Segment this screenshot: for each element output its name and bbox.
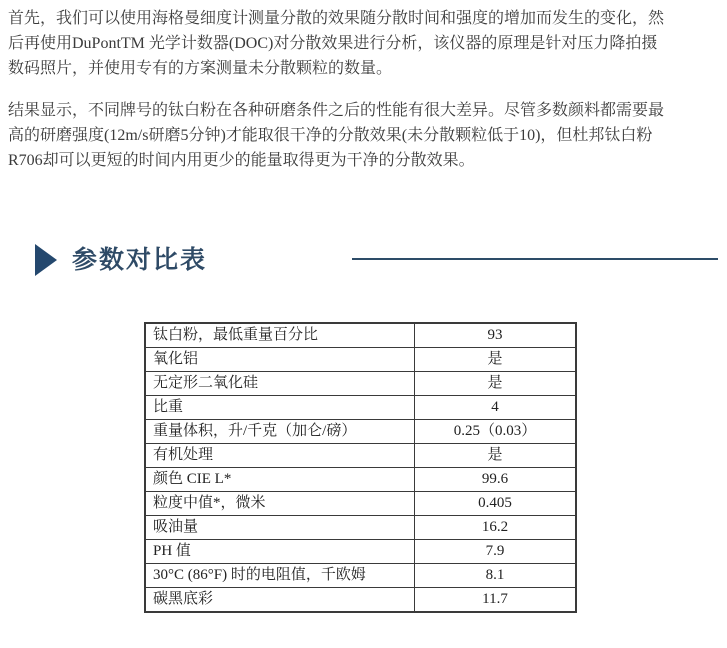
table-row bbox=[145, 420, 576, 444]
param-value: 99.6 bbox=[415, 468, 577, 492]
param-value: 0.25（0.03） bbox=[415, 420, 577, 444]
paragraph-2-line: 高的研磨强度(12m/s研磨5分钟)才能取很干净的分散效果(未分散颗粒低于10)，但杜邦钛白粉 bbox=[8, 127, 653, 144]
table-row bbox=[145, 444, 576, 468]
table-row bbox=[145, 323, 576, 348]
param-label: 重量体积，升/千克（加仑/磅） bbox=[145, 420, 415, 444]
table-row bbox=[145, 468, 576, 492]
paragraph-1-line: 首先，我们可以使用海格曼细度计测量分散的效果随分散时间和强度的增加而发生的变化，然 bbox=[8, 10, 665, 27]
param-value: 11.7 bbox=[415, 588, 577, 613]
paragraph-2-line: R706却可以更短的时间内用更少的能量取得更为干净的分散效果。 bbox=[8, 152, 475, 169]
section-header bbox=[35, 244, 727, 276]
paragraph-1 bbox=[8, 6, 664, 81]
param-label: 比重 bbox=[145, 396, 415, 420]
param-label: 钛白粉，最低重量百分比 bbox=[145, 323, 415, 348]
paragraph-1-line: 数码照片，并使用专有的方案测量未分散颗粒的数量。 bbox=[8, 60, 393, 77]
table-row bbox=[145, 492, 576, 516]
param-value: 是 bbox=[415, 348, 577, 372]
param-value: 0.405 bbox=[415, 492, 577, 516]
table-row bbox=[145, 540, 576, 564]
paragraph-2-line: 结果显示，不同牌号的钛白粉在各种研磨条件之后的性能有很大差异。尽管多数颜料都需要最 bbox=[8, 102, 665, 119]
right-triangle-icon bbox=[35, 244, 57, 276]
param-value: 16.2 bbox=[415, 516, 577, 540]
param-label: 吸油量 bbox=[145, 516, 415, 540]
param-label: 氧化铝 bbox=[145, 348, 415, 372]
parameter-table bbox=[144, 322, 577, 613]
param-label: 碳黑底彩 bbox=[145, 588, 415, 613]
table-row bbox=[145, 516, 576, 540]
param-label: PH 值 bbox=[145, 540, 415, 564]
param-value: 4 bbox=[415, 396, 577, 420]
table-row bbox=[145, 372, 576, 396]
param-value: 7.9 bbox=[415, 540, 577, 564]
param-value: 是 bbox=[415, 444, 577, 468]
paragraph-1-line: 后再使用DuPontTM 光学计数器(DOC)对分散效果进行分析，该仪器的原理是针对压力降拍摄 bbox=[8, 35, 658, 52]
table-row bbox=[145, 564, 576, 588]
param-value: 8.1 bbox=[415, 564, 577, 588]
param-value: 是 bbox=[415, 372, 577, 396]
section-title: 参数对比表 bbox=[72, 246, 208, 274]
table-row bbox=[145, 396, 576, 420]
section-underline bbox=[352, 258, 718, 260]
param-label: 30°C (86°F) 时的电阻值，千欧姆 bbox=[145, 564, 415, 588]
param-label: 粒度中值*，微米 bbox=[145, 492, 415, 516]
param-label: 颜色 CIE L* bbox=[145, 468, 415, 492]
param-label: 无定形二氧化硅 bbox=[145, 372, 415, 396]
parameter-table-body bbox=[145, 323, 576, 612]
table-row bbox=[145, 588, 576, 613]
table-row bbox=[145, 348, 576, 372]
param-value: 93 bbox=[415, 323, 577, 348]
paragraph-2 bbox=[8, 98, 664, 173]
param-label: 有机处理 bbox=[145, 444, 415, 468]
